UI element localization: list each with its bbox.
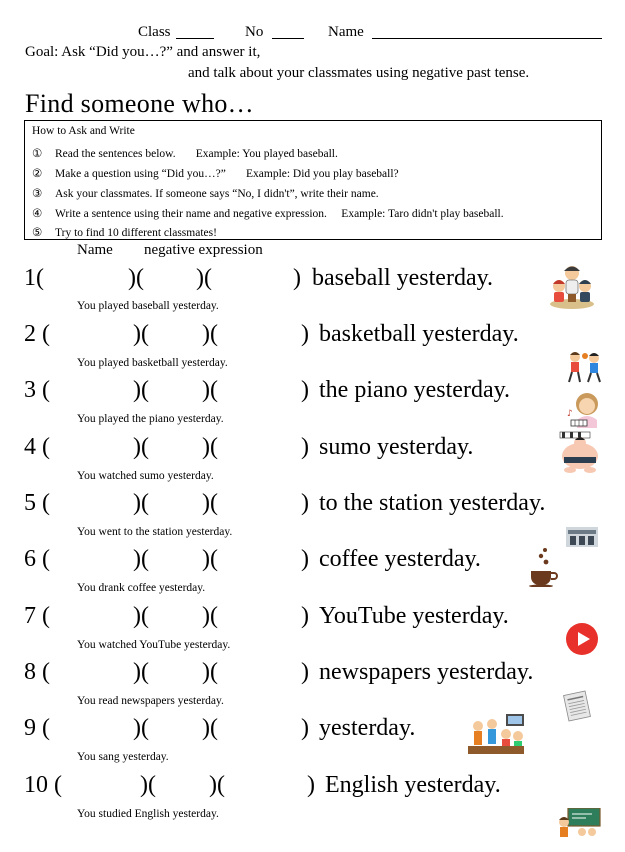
baseball-team-icon bbox=[548, 262, 596, 310]
paren-separator: )( bbox=[133, 546, 149, 572]
paren-close: ) bbox=[301, 321, 309, 347]
row-number: 7 ( bbox=[24, 603, 50, 629]
sentence-ending: YouTube yesterday. bbox=[319, 603, 509, 629]
paren-separator: )( bbox=[133, 603, 149, 629]
paren-close: ) bbox=[301, 659, 309, 685]
page-title: Find someone who… bbox=[25, 89, 254, 118]
verb-blank[interactable] bbox=[225, 437, 297, 463]
name-blank[interactable] bbox=[60, 549, 132, 575]
negative-blank[interactable] bbox=[156, 549, 200, 575]
instruction-step bbox=[32, 186, 379, 200]
paren-close: ) bbox=[301, 603, 309, 629]
instruction-step bbox=[32, 166, 399, 180]
class-label: Class bbox=[138, 24, 171, 40]
verb-blank[interactable] bbox=[218, 268, 290, 294]
negative-blank[interactable] bbox=[156, 718, 200, 744]
youtube-play-icon bbox=[565, 622, 599, 656]
negative-blank[interactable] bbox=[163, 775, 207, 801]
paren-separator: )( bbox=[133, 490, 149, 516]
paren-separator: )( bbox=[128, 265, 144, 291]
step-number: ④ bbox=[32, 208, 43, 220]
basketball-players-icon bbox=[565, 350, 605, 384]
row-number: 8 ( bbox=[24, 659, 50, 685]
step-text: Ask your classmates. If someone says “No, I didn't”, write their name. bbox=[55, 188, 379, 200]
class-field[interactable] bbox=[176, 38, 214, 39]
step-text: Read the sentences below. Example: You played baseball. bbox=[55, 148, 338, 160]
name-label: Name bbox=[328, 24, 364, 40]
column-heading-negative: negative expression bbox=[144, 242, 263, 258]
name-blank[interactable] bbox=[60, 380, 132, 406]
negative-blank[interactable] bbox=[156, 437, 200, 463]
row-number: 9 ( bbox=[24, 715, 50, 741]
sentence-ending: to the station yesterday. bbox=[319, 490, 546, 516]
paren-separator: )( bbox=[202, 377, 218, 403]
coffee-cup-icon bbox=[527, 547, 559, 587]
negative-blank[interactable] bbox=[156, 380, 200, 406]
instruction-step bbox=[32, 146, 338, 160]
name-blank[interactable] bbox=[66, 775, 138, 801]
verb-blank[interactable] bbox=[225, 493, 297, 519]
row-number: 4 ( bbox=[24, 434, 50, 460]
hint-sentence: You studied English yesterday. bbox=[77, 808, 219, 820]
instruction-step bbox=[32, 206, 504, 220]
step-number: ⑤ bbox=[32, 227, 43, 239]
negative-blank[interactable] bbox=[156, 324, 200, 350]
sumo-wrestler-icon bbox=[556, 430, 604, 474]
paren-separator: )( bbox=[202, 434, 218, 460]
sentence-ending: coffee yesterday. bbox=[319, 546, 481, 572]
paren-close: ) bbox=[301, 490, 309, 516]
verb-blank[interactable] bbox=[225, 718, 297, 744]
paren-separator: )( bbox=[133, 715, 149, 741]
sentence-ending: newspapers yesterday. bbox=[319, 659, 534, 685]
row-number: 2 ( bbox=[24, 321, 50, 347]
hint-sentence: You sang yesterday. bbox=[77, 751, 169, 763]
number-field[interactable] bbox=[272, 38, 304, 39]
row-number: 5 ( bbox=[24, 490, 50, 516]
instructions-box bbox=[24, 120, 602, 240]
name-blank[interactable] bbox=[60, 437, 132, 463]
verb-blank[interactable] bbox=[225, 662, 297, 688]
name-blank[interactable] bbox=[60, 493, 132, 519]
name-blank[interactable] bbox=[60, 606, 132, 632]
paren-separator: )( bbox=[202, 603, 218, 629]
newspaper-icon bbox=[562, 690, 592, 722]
row-number: 10 ( bbox=[24, 772, 62, 798]
hint-sentence: You read newspapers yesterday. bbox=[77, 695, 224, 707]
karaoke-singers-icon bbox=[466, 712, 528, 758]
sentence-ending: basketball yesterday. bbox=[319, 321, 519, 347]
verb-blank[interactable] bbox=[225, 549, 297, 575]
paren-separator: )( bbox=[202, 321, 218, 347]
paren-separator: )( bbox=[133, 321, 149, 347]
hint-sentence: You played the piano yesterday. bbox=[77, 413, 224, 425]
paren-close: ) bbox=[301, 546, 309, 572]
paren-close: ) bbox=[301, 434, 309, 460]
step-text: Try to find 10 different classmates! bbox=[55, 227, 217, 239]
sentence-ending: sumo yesterday. bbox=[319, 434, 474, 460]
number-label: No bbox=[245, 24, 264, 40]
paren-separator: )( bbox=[133, 377, 149, 403]
row-number: 6 ( bbox=[24, 546, 50, 572]
column-heading-name: Name bbox=[77, 242, 113, 258]
paren-separator: )( bbox=[140, 772, 156, 798]
paren-separator: )( bbox=[196, 265, 212, 291]
paren-separator: )( bbox=[209, 772, 225, 798]
verb-blank[interactable] bbox=[225, 606, 297, 632]
name-blank[interactable] bbox=[60, 662, 132, 688]
sentence-ending: the piano yesterday. bbox=[319, 377, 511, 403]
paren-separator: )( bbox=[133, 434, 149, 460]
name-blank[interactable] bbox=[60, 718, 132, 744]
paren-separator: )( bbox=[202, 659, 218, 685]
row-number: 1( bbox=[24, 265, 44, 291]
paren-close: ) bbox=[293, 265, 301, 291]
verb-blank[interactable] bbox=[232, 775, 304, 801]
verb-blank[interactable] bbox=[225, 380, 297, 406]
step-number: ② bbox=[32, 168, 43, 180]
hint-sentence: You went to the station yesterday. bbox=[77, 526, 233, 538]
instructions-title: How to Ask and Write bbox=[32, 125, 135, 137]
negative-blank[interactable] bbox=[150, 268, 194, 294]
negative-blank[interactable] bbox=[156, 493, 200, 519]
paren-close: ) bbox=[307, 772, 315, 798]
name-blank[interactable] bbox=[52, 268, 126, 294]
english-class-icon bbox=[556, 808, 602, 838]
paren-separator: )( bbox=[202, 490, 218, 516]
paren-separator: )( bbox=[133, 659, 149, 685]
hint-sentence: You watched YouTube yesterday. bbox=[77, 639, 231, 651]
step-text: Make a question using “Did you…?” Example: Did you play baseball? bbox=[55, 168, 399, 180]
name-field[interactable] bbox=[372, 38, 602, 39]
goal-text-line-2: and talk about your classmates using negative past tense. bbox=[188, 65, 530, 81]
negative-blank[interactable] bbox=[156, 606, 200, 632]
goal-text-line-1: Goal: Ask “Did you…?” and answer it, bbox=[25, 44, 261, 60]
hint-sentence: You played basketball yesterday. bbox=[77, 357, 228, 369]
verb-blank[interactable] bbox=[225, 324, 297, 350]
hint-sentence: You drank coffee yesterday. bbox=[77, 582, 206, 594]
hint-sentence: You played baseball yesterday. bbox=[77, 300, 219, 312]
row-number: 3 ( bbox=[24, 377, 50, 403]
sentence-ending: English yesterday. bbox=[325, 772, 501, 798]
station-icon bbox=[566, 527, 598, 547]
svg-text:♪: ♪ bbox=[567, 409, 573, 419]
paren-close: ) bbox=[301, 715, 309, 741]
step-number: ① bbox=[32, 148, 43, 160]
paren-separator: )( bbox=[202, 546, 218, 572]
sentence-ending: baseball yesterday. bbox=[312, 265, 494, 291]
name-blank[interactable] bbox=[60, 324, 132, 350]
negative-blank[interactable] bbox=[156, 662, 200, 688]
step-number: ③ bbox=[32, 188, 43, 200]
paren-close: ) bbox=[301, 377, 309, 403]
paren-separator: )( bbox=[202, 715, 218, 741]
sentence-ending: yesterday. bbox=[319, 715, 416, 741]
step-text: Write a sentence using their name and negative expression. Example: Taro didn't play baseball. bbox=[55, 208, 504, 220]
piano-player-icon bbox=[565, 390, 605, 430]
hint-sentence: You watched sumo yesterday. bbox=[77, 470, 214, 482]
instruction-step bbox=[32, 225, 217, 239]
